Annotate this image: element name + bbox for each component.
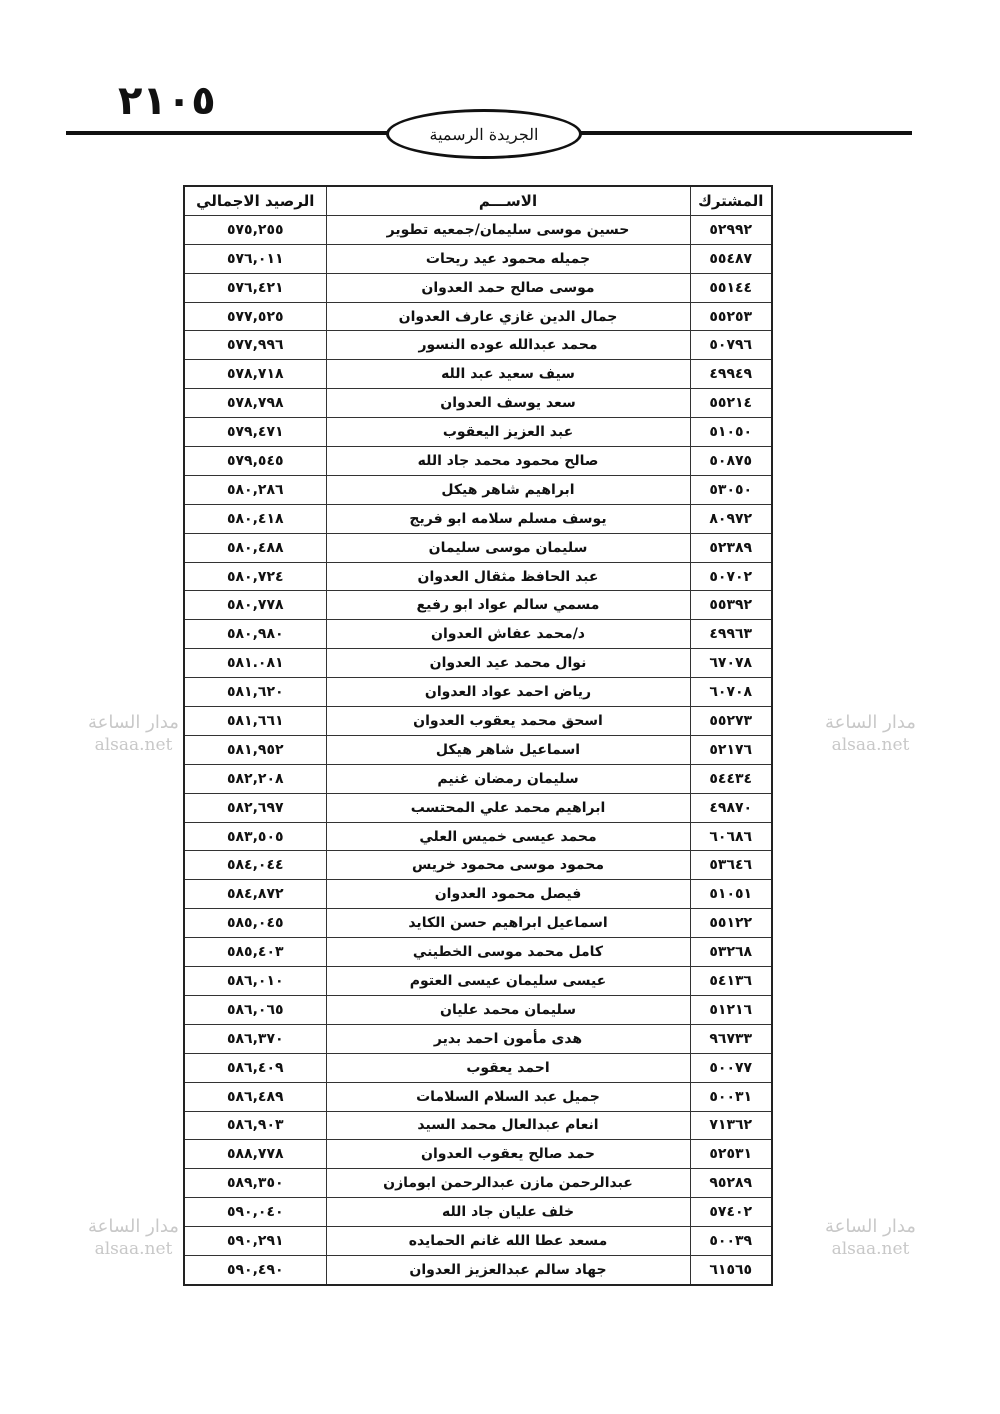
name-cell: ابراهيم محمد علي المحتسب (326, 793, 690, 822)
balance-cell: ٥٧٧,٩٩٦ (184, 331, 326, 360)
balance-cell: ٥٨١,٩٥٢ (184, 735, 326, 764)
subscriber-id-cell: ٤٩٩٤٩ (690, 360, 772, 389)
subscriber-id-cell: ٥١٠٥١ (690, 880, 772, 909)
subscriber-id-cell: ٥٥٢٥٣ (690, 302, 772, 331)
subscriber-id-cell: ٥٧٤٠٢ (690, 1198, 772, 1227)
subscriber-id-cell: ٥٠٠٧٧ (690, 1053, 772, 1082)
name-cell: محمود موسى محمود خريس (326, 851, 690, 880)
table-row (184, 764, 772, 793)
table-row (184, 244, 772, 273)
table-row (184, 938, 772, 967)
table-row (184, 1198, 772, 1227)
balance-cell: ٥٨٠,٤٨٨ (184, 533, 326, 562)
table-header-row (184, 186, 772, 215)
subscriber-id-cell: ٥٠٠٣١ (690, 1082, 772, 1111)
name-cell: محمد عيسى خميس العلي (326, 822, 690, 851)
subscriber-id-cell: ٥٢٩٩٢ (690, 215, 772, 244)
table-row (184, 504, 772, 533)
balance-cell: ٥٨٨,٧٧٨ (184, 1140, 326, 1169)
subscriber-id-cell: ٥١٠٥٠ (690, 418, 772, 447)
watermark-latin: alsaa.net (831, 1239, 910, 1259)
name-cell: مسمي سالم عواد ابو رفيع (326, 591, 690, 620)
name-cell: حمد صالح يعقوب العدوان (326, 1140, 690, 1169)
subscriber-id-cell: ٥٥١٤٤ (690, 273, 772, 302)
name-cell: د/محمد عفاش العدوان (326, 620, 690, 649)
subscriber-id-cell: ٦٠٦٨٦ (690, 822, 772, 851)
table-row (184, 302, 772, 331)
name-cell: كامل محمد موسى الخطيني (326, 938, 690, 967)
name-cell: يوسف مسلم سلامه ابو فريج (326, 504, 690, 533)
name-cell: سعد يوسف العدوان (326, 389, 690, 418)
subscriber-id-cell: ٥٣٦٤٦ (690, 851, 772, 880)
gazette-title: الجريدة الرسمية (429, 124, 539, 144)
table-row (184, 1227, 772, 1256)
name-cell: عيسى سليمان عيسى العتوم (326, 967, 690, 996)
table-row (184, 215, 772, 244)
balance-cell: ٥٧٦,٠١١ (184, 244, 326, 273)
balance-cell: ٥٨٦,٣٧٠ (184, 1024, 326, 1053)
watermark-left-2 (88, 1216, 179, 1260)
subscriber-id-cell: ٥١٢١٦ (690, 995, 772, 1024)
subscriber-id-cell: ٧١٣٦٢ (690, 1111, 772, 1140)
table-row (184, 1053, 772, 1082)
subscriber-id-cell: ٥٢٥٣١ (690, 1140, 772, 1169)
name-cell: موسى صالح حمد العدوان (326, 273, 690, 302)
subscriber-id-cell: ٥٠٧٠٢ (690, 562, 772, 591)
subscriber-id-cell: ٥٠٠٣٩ (690, 1227, 772, 1256)
balance-cell: ٥٨١,٦٢٠ (184, 678, 326, 707)
balance-cell: ٥٩٠,٠٤٠ (184, 1198, 326, 1227)
balance-cell: ٥٨٦,٩٠٣ (184, 1111, 326, 1140)
watermark-latin: alsaa.net (94, 1239, 173, 1259)
subscriber-id-cell: ٥٣٠٥٠ (690, 475, 772, 504)
name-cell: اسماعيل ابراهيم حسن الكايد (326, 909, 690, 938)
name-cell: اسحق محمد يعقوب العدوان (326, 707, 690, 736)
name-cell: سيف سعيد عبد الله (326, 360, 690, 389)
subscribers-table (183, 185, 773, 1286)
watermark-latin: alsaa.net (94, 735, 173, 755)
name-cell: مسعد عطا الله غانم الحمايده (326, 1227, 690, 1256)
name-cell: سليمان محمد عليان (326, 995, 690, 1024)
table-row (184, 1111, 772, 1140)
name-cell: محمد عبدالله عوده النسور (326, 331, 690, 360)
subscriber-id-cell: ٦٧٠٧٨ (690, 649, 772, 678)
balance-cell: ٥٧٧,٥٢٥ (184, 302, 326, 331)
balance-cell: ٥٨٥,٤٠٣ (184, 938, 326, 967)
balance-cell: ٥٧٦,٤٢١ (184, 273, 326, 302)
balance-cell: ٥٨٠,٧٧٨ (184, 591, 326, 620)
header-name: الاســـم (326, 186, 690, 215)
name-cell: عبدالرحمن مازن عبدالرحمن ابومازن (326, 1169, 690, 1198)
watermark-right-2 (825, 1216, 916, 1260)
subscriber-id-cell: ٥٠٨٧٥ (690, 447, 772, 476)
balance-cell: ٥٨٦,٤٨٩ (184, 1082, 326, 1111)
watermark-latin: alsaa.net (831, 735, 910, 755)
table-row (184, 1140, 772, 1169)
balance-cell: ٥٨٤,٨٧٢ (184, 880, 326, 909)
table-row (184, 591, 772, 620)
name-cell: رياض احمد عواد العدوان (326, 678, 690, 707)
table-row (184, 620, 772, 649)
name-cell: سليمان موسى سليمان (326, 533, 690, 562)
gazette-title-oval (386, 109, 582, 159)
name-cell: حسين موسى سليمان/جمعيه تطوير (326, 215, 690, 244)
balance-cell: ٥٩٠,٢٩١ (184, 1227, 326, 1256)
table-row (184, 360, 772, 389)
name-cell: سليمان رمضان غنيم (326, 764, 690, 793)
name-cell: جميله محمود عيد ريحات (326, 244, 690, 273)
balance-cell: ٥٨٥,٠٤٥ (184, 909, 326, 938)
table-row (184, 880, 772, 909)
balance-cell: ٥٧٨,٧١٨ (184, 360, 326, 389)
table-row (184, 678, 772, 707)
table-row (184, 1169, 772, 1198)
subscriber-id-cell: ٥٥٣٩٢ (690, 591, 772, 620)
subscriber-id-cell: ٥٤١٣٦ (690, 967, 772, 996)
subscriber-id-cell: ٤٩٨٧٠ (690, 793, 772, 822)
balance-cell: ٥٨٢,٦٩٧ (184, 793, 326, 822)
subscriber-id-cell: ٥٠٧٩٦ (690, 331, 772, 360)
watermark-arabic: مدار الساعة (825, 712, 916, 733)
balance-cell: ٥٨١.٠٨١ (184, 649, 326, 678)
name-cell: نوال محمد عيد العدوان (326, 649, 690, 678)
table-row (184, 418, 772, 447)
balance-cell: ٥٨٢,٢٠٨ (184, 764, 326, 793)
table-row (184, 562, 772, 591)
subscriber-id-cell: ٥٤٤٣٤ (690, 764, 772, 793)
balance-cell: ٥٨٦,٠١٠ (184, 967, 326, 996)
balance-cell: ٥٨٤,٠٤٤ (184, 851, 326, 880)
name-cell: جهاد سالم عبدالعزيز العدوان (326, 1255, 690, 1284)
balance-cell: ٥٨٠,٢٨٦ (184, 475, 326, 504)
table-row (184, 793, 772, 822)
name-cell: فيصل محمود العدوان (326, 880, 690, 909)
table-row (184, 707, 772, 736)
name-cell: انعام عبدالعال محمد السيد (326, 1111, 690, 1140)
name-cell: عبد الحافظ مثقال العدوان (326, 562, 690, 591)
watermark-arabic: مدار الساعة (88, 712, 179, 733)
name-cell: ابراهيم شاهر هيكل (326, 475, 690, 504)
balance-cell: ٥٨١,٦٦١ (184, 707, 326, 736)
watermark-arabic: مدار الساعة (88, 1216, 179, 1237)
subscriber-id-cell: ٩٥٢٨٩ (690, 1169, 772, 1198)
watermark-arabic: مدار الساعة (825, 1216, 916, 1237)
subscriber-id-cell: ٥٥٢١٤ (690, 389, 772, 418)
table-row (184, 851, 772, 880)
header-subscriber: المشترك (690, 186, 772, 215)
balance-cell: ٥٨٠,٧٢٤ (184, 562, 326, 591)
table-row (184, 995, 772, 1024)
table-row (184, 909, 772, 938)
subscriber-id-cell: ٥٢١٧٦ (690, 735, 772, 764)
table-row (184, 1082, 772, 1111)
subscriber-id-cell: ٩٦٧٣٣ (690, 1024, 772, 1053)
balance-cell: ٥٧٥,٢٥٥ (184, 215, 326, 244)
table-row (184, 389, 772, 418)
name-cell: هدى مأمون احمد بدير (326, 1024, 690, 1053)
subscriber-id-cell: ٥٥٢٧٣ (690, 707, 772, 736)
watermark-left-1 (88, 712, 179, 756)
subscriber-id-cell: ٥٢٣٨٩ (690, 533, 772, 562)
watermark-right-1 (825, 712, 916, 756)
subscriber-id-cell: ٦٠٧٠٨ (690, 678, 772, 707)
table-row (184, 273, 772, 302)
table-row (184, 822, 772, 851)
balance-cell: ٥٧٨,٧٩٨ (184, 389, 326, 418)
name-cell: اسماعيل شاهر هيكل (326, 735, 690, 764)
balance-cell: ٥٨٦,٤٠٩ (184, 1053, 326, 1082)
name-cell: جميل عبد السلام السلامات (326, 1082, 690, 1111)
header-balance: الرصيد الاجمالي (184, 186, 326, 215)
balance-cell: ٥٩٠,٤٩٠ (184, 1255, 326, 1284)
table-row (184, 533, 772, 562)
table-row (184, 447, 772, 476)
table-row (184, 1255, 772, 1284)
subscriber-id-cell: ٥٣٢٦٨ (690, 938, 772, 967)
name-cell: خلف عليان جاد الله (326, 1198, 690, 1227)
balance-cell: ٥٨٠,٩٨٠ (184, 620, 326, 649)
table-row (184, 331, 772, 360)
subscriber-id-cell: ٤٩٩٦٣ (690, 620, 772, 649)
table-row (184, 1024, 772, 1053)
balance-cell: ٥٧٩,٥٤٥ (184, 447, 326, 476)
balance-cell: ٥٨٣,٥٠٥ (184, 822, 326, 851)
name-cell: صالح محمود محمد جاد الله (326, 447, 690, 476)
table-row (184, 967, 772, 996)
table-row (184, 649, 772, 678)
name-cell: عبد العزيز اليعقوب (326, 418, 690, 447)
balance-cell: ٥٧٩,٤٧١ (184, 418, 326, 447)
balance-cell: ٥٨٠,٤١٨ (184, 504, 326, 533)
name-cell: احمد يعقوب (326, 1053, 690, 1082)
subscriber-id-cell: ٥٥١٢٢ (690, 909, 772, 938)
page-number: ٢١٠٥ (118, 78, 216, 124)
name-cell: جمال الدين غازي عارف العدوان (326, 302, 690, 331)
balance-cell: ٥٨٦,٠٦٥ (184, 995, 326, 1024)
subscriber-id-cell: ٦١٥٦٥ (690, 1255, 772, 1284)
balance-cell: ٥٨٩,٣٥٠ (184, 1169, 326, 1198)
table-row (184, 475, 772, 504)
table-row (184, 735, 772, 764)
subscriber-id-cell: ٥٥٤٨٧ (690, 244, 772, 273)
subscriber-id-cell: ٨٠٩٧٢ (690, 504, 772, 533)
